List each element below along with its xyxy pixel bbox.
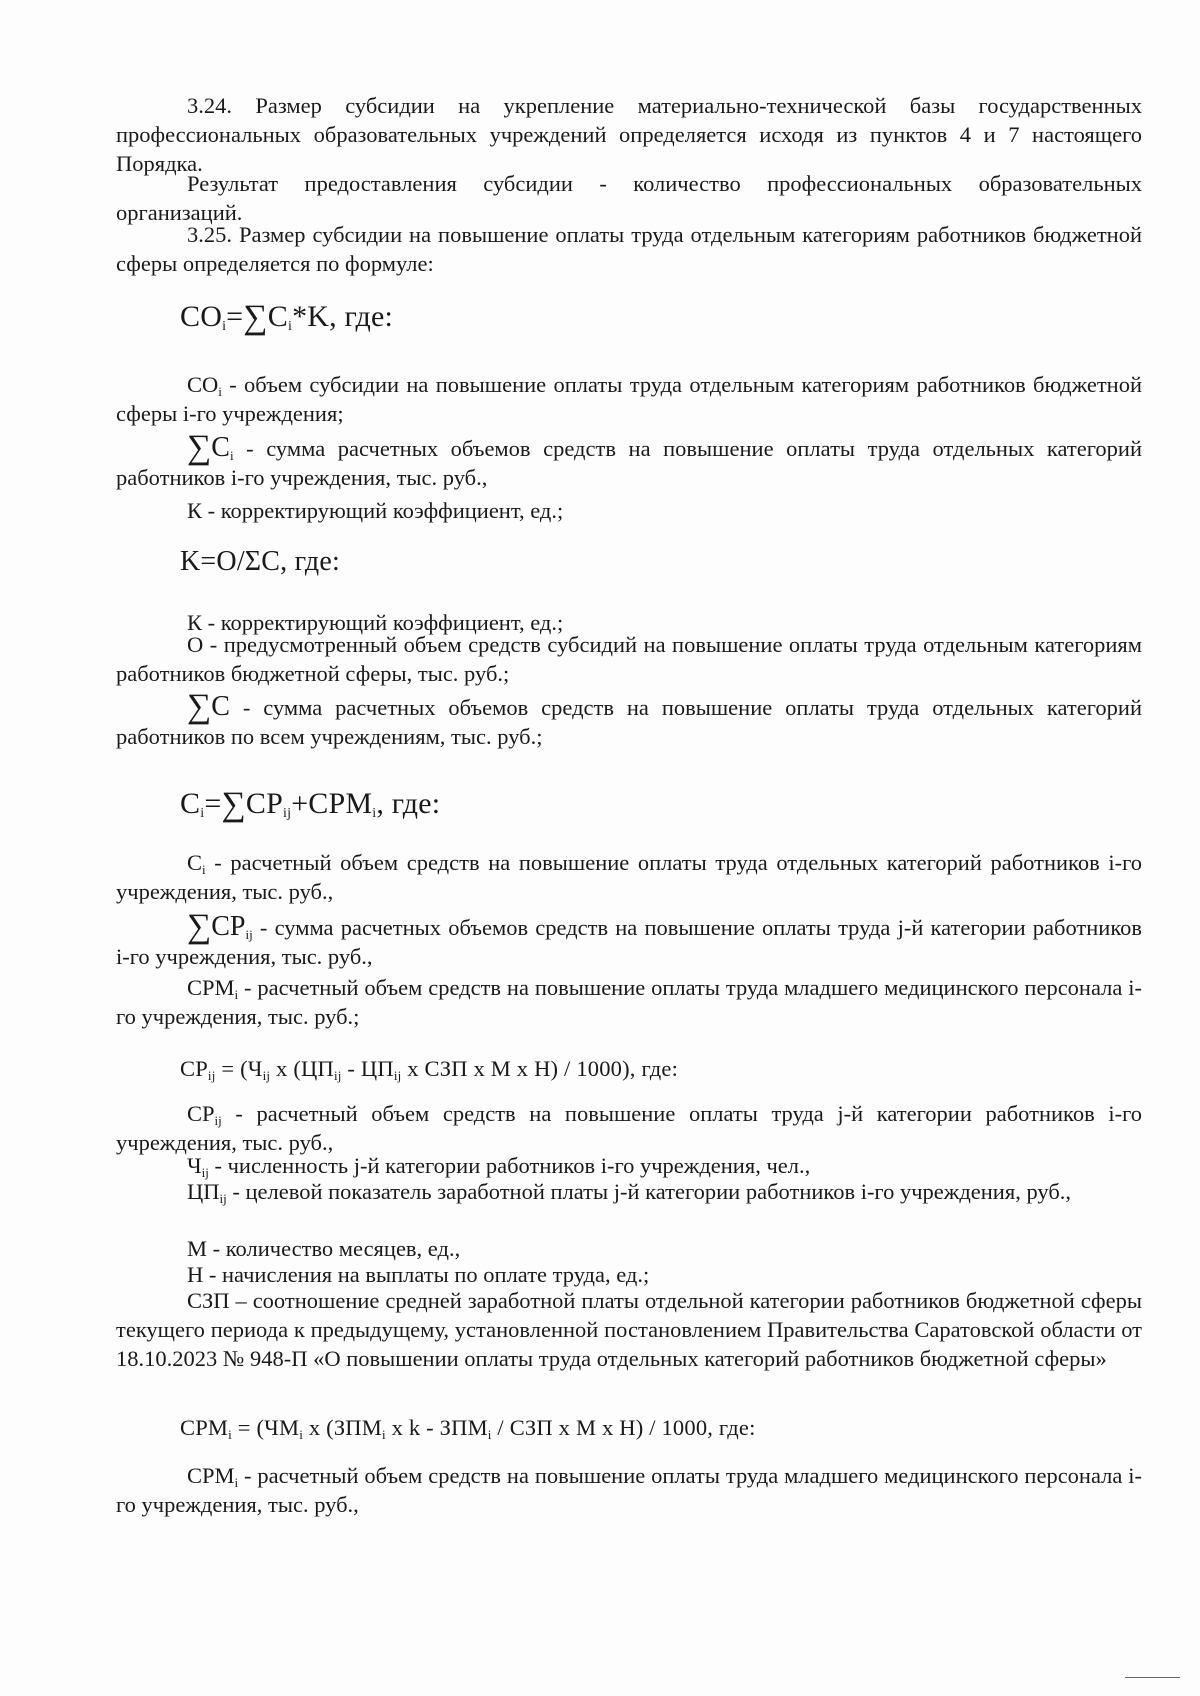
paragraph-3-25: 3.25. Размер субсидии на повышение оплаты труда отдельным категориям работников бюджетной сферы определяется по формуле: (116, 222, 1142, 276)
formula-crm (180, 1411, 756, 1445)
definition-subscript: i (202, 862, 206, 877)
formula-ci-tail: , где: (376, 787, 441, 820)
definition-symbol: СРМ (187, 975, 235, 1000)
definition-crm-2 (116, 1461, 1142, 1519)
formula-cp-symbol: CP (245, 787, 283, 820)
sum-symbol: ∑ (243, 299, 268, 336)
formula-cp (180, 1052, 678, 1086)
definition-symbol: С (187, 850, 203, 875)
formula-subscript: i (381, 1427, 386, 1442)
definition-subscript: i (234, 1475, 239, 1490)
definition-text: - расчетный объем средств на повышение оплаты труда младшего медицинского персонала i-го учреждения, тыс. руб., (116, 1463, 1142, 1517)
definition-text: - численность j-й категории работников i-го учреждения, чел., (208, 1153, 811, 1178)
formula-part: = (ЧМ (231, 1415, 300, 1440)
definition-symbol: СРМ (187, 1463, 235, 1488)
definition-m: М - количество месяцев, ед., (187, 1236, 461, 1261)
formula-subscript: i (299, 1427, 304, 1442)
paragraph-3-24: 3.24. Размер субсидии на укрепление материально-технической базы государственных профессиональных образовательных учреждений определяется исходя из пунктов 4 и 7 настоящего Порядка. (116, 93, 1142, 176)
formula-part: x (ЦП (270, 1056, 334, 1081)
paragraph-result: Результат предоставления субсидии - количество профессиональных образовательных организаций. (116, 171, 1142, 225)
definition-h: Н - начисления на выплаты по оплате труда, ед.; (187, 1262, 650, 1287)
formula-ci: $C_i=\sum CP_{ij}+CPM_i$, где: (180, 786, 441, 823)
formula-subscript: ij (262, 1068, 271, 1083)
formula-c-symbol: C (180, 787, 201, 820)
definition-text: - целевой показатель заработной платы j-й категории работников i-го учреждения, руб., (226, 1179, 1072, 1204)
definition-subscript: i (229, 448, 234, 463)
formula-subscript: i (228, 1427, 232, 1442)
definition-text: - расчетный объем средств на повышение оплаты труда отдельных категорий работников i-го учреждения, тыс. руб., (116, 850, 1142, 904)
formula-subscript: ij (393, 1068, 402, 1083)
formula-cp-symbol: СР (180, 1056, 208, 1081)
formula-subscript: ij (283, 806, 292, 821)
definition-subscript: ij (245, 927, 253, 942)
formula-k: K=O/ΣC, где: (180, 546, 340, 577)
formula-co: $CO_i=\sum C_i*K$, где: (180, 299, 394, 336)
formula-part: x (ЗПМ (303, 1415, 382, 1440)
definition-k: К - корректирующий коэффициент, ед.; (187, 498, 564, 523)
definition-text: - объем субсидии на повышение оплаты труда отдельным категориям работников бюджетной сферы i-го учреждения; (116, 372, 1142, 426)
formula-part: - ЦП (341, 1056, 394, 1081)
definition-symbol: Ч (187, 1153, 202, 1178)
sum-symbol: ∑ (187, 688, 212, 725)
definition-k-2: К - корректирующий коэффициент, ед.; (187, 610, 564, 635)
sum-symbol: ∑ (187, 908, 212, 945)
definition-tsp (116, 1177, 1142, 1206)
definition-cp (116, 1099, 1142, 1157)
definition-crm (116, 973, 1142, 1031)
definition-sum-cp (116, 908, 1142, 971)
definition-text: - сумма расчетных объемов средств на повышение оплаты труда отдельных категорий работников i-го учреждения, тыс. руб., (116, 436, 1142, 490)
definition-symbol: CP (211, 911, 246, 942)
formula-part: = (Ч (215, 1056, 263, 1081)
sum-symbol: ∑ (187, 429, 212, 466)
definition-text: - расчетный объем средств на повышение оплаты труда младшего медицинского персонала i-го учреждения, тыс. руб.; (116, 975, 1142, 1029)
formula-subscript: ij (207, 1068, 216, 1083)
definition-o: О - предусмотренный объем средств субсидий на повышение оплаты труда отдельным категориям работников бюджетной сферы, тыс. руб.; (116, 632, 1142, 686)
formula-subscript: i (200, 806, 205, 821)
definition-symbol: C (211, 432, 230, 463)
definition-text: - сумма расчетных объемов средств на повышение оплаты труда отдельных категорий работников по всем учреждениям, тыс. руб.; (116, 695, 1142, 749)
definition-subscript: ij (219, 1191, 227, 1206)
definition-co (116, 370, 1142, 428)
definition-symbol: СО (187, 372, 219, 397)
definition-symbol: ЦП (187, 1179, 220, 1204)
definition-text: - сумма расчетных объемов средств на повышение оплаты труда j-й категории работников i-го учреждения, тыс. руб., (116, 915, 1142, 969)
formula-subscript: i (222, 319, 227, 334)
formula-part: x СЗП x M x H) / 1000), где: (401, 1056, 679, 1081)
definition-subscript: i (234, 987, 239, 1002)
definition-subscript: i (218, 384, 222, 399)
definition-subscript: ij (201, 1165, 209, 1180)
formula-co-tail: *K, где: (292, 300, 394, 333)
formula-c-symbol: C (267, 300, 288, 333)
definition-sum-c (116, 429, 1142, 492)
formula-subscript: i (487, 1427, 492, 1442)
definition-text: - расчетный объем средств на повышение оплаты труда j-й категории работников i-го учреждения, тыс. руб., (116, 1101, 1142, 1155)
formula-part: x k - ЗПМ (385, 1415, 488, 1440)
sum-symbol: ∑ (221, 786, 246, 823)
scan-edge-mark (1125, 1677, 1180, 1678)
definition-ci (116, 848, 1142, 906)
formula-co-symbol: CO (180, 300, 223, 333)
definition-symbol: C (211, 691, 230, 722)
definition-sum-c-all (116, 688, 1142, 751)
definition-subscript: ij (214, 1113, 222, 1128)
definition-ch (116, 1151, 1142, 1180)
formula-crm-symbol: +CPM (291, 787, 373, 820)
formula-subscript: i (372, 806, 377, 821)
formula-part: / СЗП x M x H) / 1000, где: (491, 1415, 756, 1440)
formula-subscript: i (287, 319, 293, 334)
formula-crm-symbol: СРМ (180, 1415, 229, 1440)
definition-symbol: СР (187, 1101, 215, 1126)
definition-szp: СЗП – соотношение средней заработной платы отдельной категории работников бюджетной сферы текущего периода к предыдущему, установленной постановлением Правительства Саратовской области от 18.10.2023 № 948-П «О повышении оплаты труда отдельных категорий работников бюджетной сферы» (116, 1288, 1142, 1371)
formula-subscript: ij (333, 1068, 342, 1083)
